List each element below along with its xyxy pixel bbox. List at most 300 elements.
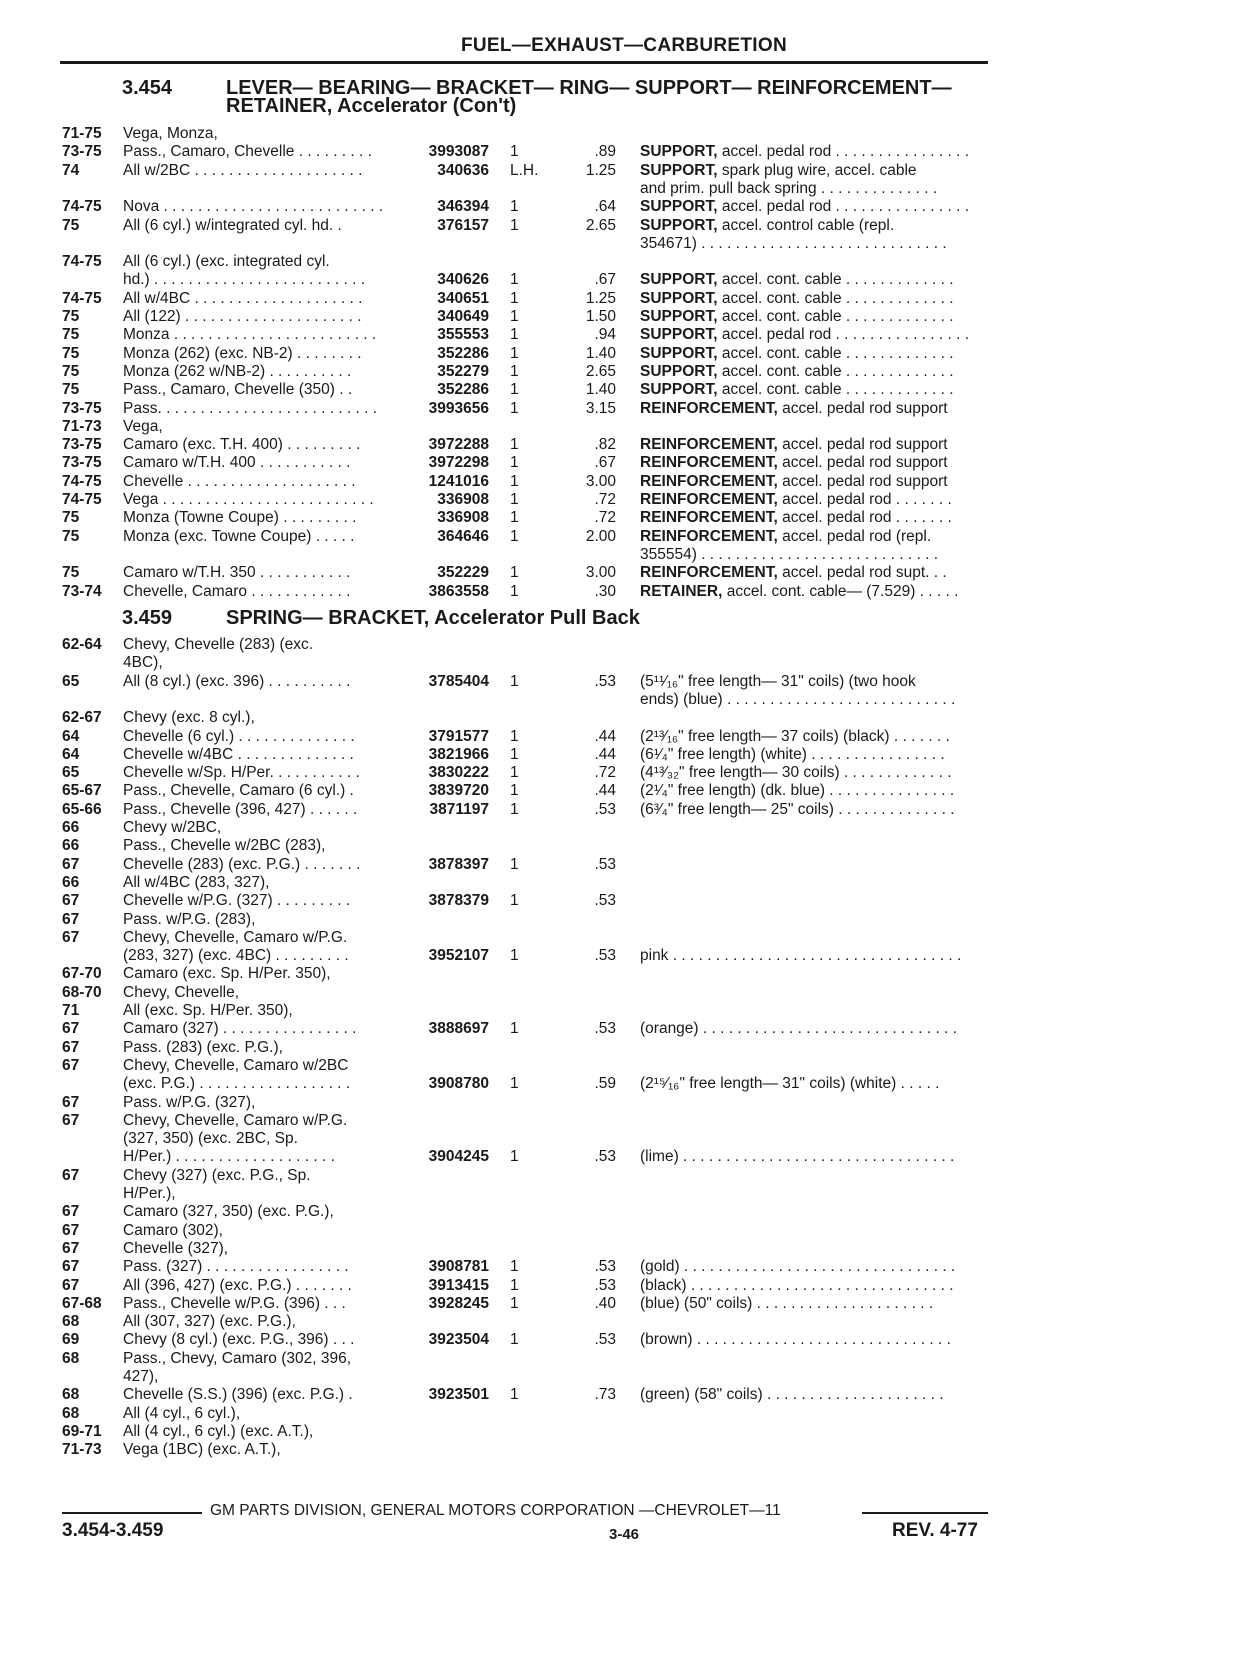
part-name: SUPPORT, [640,308,718,325]
table-row [0,399,1248,418]
model-years: 71-75 [62,125,102,142]
part-number: 3785404 [428,672,489,690]
table-row [0,545,1248,564]
description [640,508,996,527]
description [640,472,996,491]
part-name: SUPPORT, [640,198,718,216]
table-row [0,216,1248,235]
description-text: (4¹³⁄₃₂" free length— 30 coils) . . . . . . . . . . . . . [640,764,952,782]
quantity: 1 [510,527,519,545]
application: All (4 cyl., 6 cyl.), [123,1404,241,1422]
page-header-title: FUEL—EXHAUST—CARBURETION [461,35,787,56]
header-rule [60,61,988,64]
description [640,435,996,454]
application: Chevy, Chevelle, Camaro w/P.G. [123,928,348,946]
application: Chevelle (327), [123,1239,229,1257]
model-years: 75 [62,509,80,527]
table-row [0,582,1248,601]
model-years: 68 [62,1386,80,1404]
quantity: 1 [510,1148,519,1166]
table-row [0,1166,1248,1185]
part-name: REINFORCEMENT, [640,491,778,508]
model-years: 71-73 [62,417,102,435]
quantity: 1 [510,1020,519,1038]
price: .82 [594,436,616,454]
model-years: 64 [62,727,80,745]
application: Chevelle w/Sp. H/Per. . . . . . . . . . . [123,764,360,782]
model-years: 75 [62,527,80,545]
part-name: REINFORCEMENT, [640,399,778,417]
quantity: 1 [510,344,519,362]
application: Chevy (exc. 8 cyl.), [123,709,255,727]
model-years: 71-73 [62,1441,102,1459]
description [640,142,996,161]
price: 1.40 [585,344,616,362]
quantity: 1 [510,764,519,782]
part-name: RETAINER, [640,582,723,600]
table-row [0,1422,1248,1441]
table-row [0,234,1248,253]
price: .67 [594,271,616,289]
quantity: 1 [510,564,519,582]
model-years: 75 [62,326,80,344]
table-row [0,1093,1248,1112]
price: .53 [594,947,616,965]
table-row [0,380,1248,399]
model-years: 73-75 [62,399,102,417]
application: 427), [123,1368,159,1385]
quantity: 1 [510,1258,519,1276]
table-row [0,745,1248,764]
application: Monza . . . . . . . . . . . . . . . . . . . . . . . . [123,326,377,344]
model-years: 75 [62,564,80,582]
application: Camaro (327, 350) (exc. P.G.), [123,1203,334,1221]
application: Chevelle (283) (exc. P.G.) . . . . . . . [123,855,361,873]
price: .44 [594,745,616,763]
quantity: 1 [510,271,519,289]
model-years: 74-75 [62,491,102,508]
description [640,545,996,564]
table-row [0,873,1248,892]
application: Camaro (exc. Sp. H/Per. 350), [123,965,331,983]
description [640,380,996,399]
description [640,800,996,819]
table-row [0,653,1248,672]
application: All (122) . . . . . . . . . . . . . . . . . . . . . [123,308,362,325]
description-text: (6¹⁄₄" free length) (white) . . . . . . . . . . . . . . . . [640,745,945,763]
part-name: REINFORCEMENT, [640,472,778,490]
model-years: 74-75 [62,253,102,271]
model-years: 65-66 [62,800,102,818]
part-name: SUPPORT, [640,362,718,380]
part-name: REINFORCEMENT, [640,564,778,582]
part-name: REINFORCEMENT, [640,509,778,527]
table-row [0,672,1248,691]
part-number: 3791577 [428,727,489,745]
part-number: 376157 [437,216,489,234]
application: Chevelle (6 cyl.) . . . . . . . . . . . . . . [123,727,355,745]
table-row [0,910,1248,929]
application: Pass., Camaro, Chevelle (350) . . [123,381,353,399]
part-number: 340636 [437,161,489,179]
quantity: 1 [510,143,519,161]
model-years: 75 [62,381,80,399]
application: All (307, 327) (exc. P.G.), [123,1313,296,1331]
quantity: 1 [510,216,519,234]
application: Chevelle, Camaro . . . . . . . . . . . . [123,582,351,600]
table-row [0,453,1248,472]
part-number: 3839720 [428,782,489,800]
application: H/Per.), [123,1185,176,1202]
price: .72 [594,491,616,508]
model-years: 75 [62,308,80,325]
application: Vega (1BC) (exc. A.T.), [123,1441,281,1459]
section-number: 3.454 [122,77,173,99]
price: 1.25 [585,289,616,307]
part-number: 346394 [437,198,489,216]
part-name: SUPPORT, [640,381,718,399]
model-years: 71 [62,1002,80,1019]
table-row [0,727,1248,746]
model-years: 62-67 [62,709,102,727]
price: .94 [594,326,616,344]
table-row [0,1349,1248,1368]
application: Chevy (8 cyl.) (exc. P.G., 396) . . . [123,1331,355,1349]
application: Pass., Chevelle w/P.G. (396) . . . [123,1294,346,1312]
description [640,781,996,800]
model-years: 74-75 [62,198,102,216]
part-number: 3993656 [428,399,489,417]
quantity: 1 [510,727,519,745]
table-row [0,344,1248,363]
part-number: 364646 [437,527,489,545]
application: Pass., Chevelle w/2BC (283), [123,837,326,855]
description-text: accel. control cable (repl. [717,216,895,234]
model-years: 67 [62,1276,80,1294]
application: Monza (Towne Coupe) . . . . . . . . . [123,509,357,527]
application: Camaro w/T.H. 400 . . . . . . . . . . . [123,454,351,472]
table-row [0,1294,1248,1313]
application: Pass., Chevelle, Camaro (6 cyl.) . [123,782,354,800]
application: Chevelle w/P.G. (327) . . . . . . . . . [123,892,351,910]
table-row [0,800,1248,819]
model-years: 73-74 [62,582,102,600]
table-row [0,435,1248,454]
table-row [0,307,1248,326]
footer-section-range: 3.454-3.459 [62,1520,164,1541]
quantity: 1 [510,509,519,527]
model-years: 73-75 [62,143,102,161]
table-row [0,1385,1248,1404]
table-row [0,708,1248,727]
table-row [0,1056,1248,1075]
part-number: 355553 [437,326,489,344]
part-number: 352279 [437,362,489,380]
application: Vega, Monza, [123,125,218,142]
price: 2.00 [585,527,616,545]
table-row [0,946,1248,965]
part-number: 3913415 [428,1276,489,1294]
description-text: accel. pedal rod support [777,454,948,472]
table-row [0,1184,1248,1203]
application: Chevy w/2BC, [123,819,222,836]
price: .53 [594,1148,616,1166]
description-text: (2¹⁄₄" free length) (dk. blue) . . . . . . . . . . . . . . . [640,782,955,800]
application: All (6 cyl.) (exc. integrated cyl. [123,253,330,271]
description-text: (6³⁄₄" free length— 25" coils) . . . . . . . . . . . . . . [640,800,955,818]
part-number: 3878397 [428,855,489,873]
model-years: 67-70 [62,965,102,983]
table-row [0,527,1248,546]
table-row [0,1001,1248,1020]
application: Camaro (302), [123,1221,223,1239]
table-row [0,289,1248,308]
table-row [0,179,1248,198]
quantity: 1 [510,1075,519,1093]
model-years: 64 [62,745,80,763]
application: Vega . . . . . . . . . . . . . . . . . . . . . . . . . [123,491,374,508]
price: .40 [594,1294,616,1312]
quantity: 1 [510,308,519,325]
quantity: 1 [510,399,519,417]
price: .73 [594,1386,616,1404]
description [640,362,996,381]
part-number: 3972288 [428,436,489,454]
section-title-line1: LEVER— BEARING— BRACKET— RING— SUPPORT— REINFORCEMENT— [226,77,952,99]
price: .89 [594,143,616,161]
part-number: 3878379 [428,892,489,910]
table-row [0,1330,1248,1349]
application: Camaro w/T.H. 350 . . . . . . . . . . . [123,564,351,582]
quantity: 1 [510,582,519,600]
table-row [0,490,1248,509]
model-years: 69-71 [62,1422,102,1440]
application: Monza (262 w/NB-2) . . . . . . . . . . [123,362,352,380]
part-name: REINFORCEMENT, [640,527,778,545]
model-years: 65 [62,672,80,690]
quantity: 1 [510,491,519,508]
quantity: 1 [510,800,519,818]
description-text: accel. cont. cable . . . . . . . . . . . . . [717,344,954,362]
application: Chevelle . . . . . . . . . . . . . . . . . . . . [123,472,356,490]
table-row [0,1019,1248,1038]
model-years: 67 [62,1258,80,1276]
price: 2.65 [585,362,616,380]
application: Camaro (exc. T.H. 400) . . . . . . . . . [123,436,361,454]
application: Pass., Chevelle (396, 427) . . . . . . [123,800,358,818]
model-years: 74 [62,161,80,179]
price: .64 [594,198,616,216]
description-text: accel. cont. cable . . . . . . . . . . . . . [717,362,954,380]
application: Pass. . . . . . . . . . . . . . . . . . . . . . . . . . [123,399,378,417]
table-row [0,142,1248,161]
quantity: L.H. [510,161,539,179]
table-row [0,270,1248,289]
table-row [0,417,1248,436]
model-years: 75 [62,344,80,362]
application: All (4 cyl., 6 cyl.) (exc. A.T.), [123,1422,314,1440]
quantity: 1 [510,892,519,910]
price: .30 [594,582,616,600]
application: Pass. w/P.G. (327), [123,1093,256,1111]
description [640,216,996,235]
description [640,763,996,782]
price: 1.25 [585,161,616,179]
application: Chevy (327) (exc. P.G., Sp. [123,1166,311,1184]
application: All w/4BC . . . . . . . . . . . . . . . . . . . . [123,289,363,307]
model-years: 66 [62,819,80,836]
model-years: 73-75 [62,436,102,454]
description-text: (orange) . . . . . . . . . . . . . . . . . . . . . . . . . . . . . . [640,1020,957,1038]
price: 1.50 [585,308,616,325]
description-text: (green) (58" coils) . . . . . . . . . . . . . . . . . . . . . [640,1386,944,1404]
description-text: 354671) . . . . . . . . . . . . . . . . . . . . . . . . . . . . . [640,234,947,252]
footer-page-number: 3-46 [608,1526,640,1543]
application: Pass., Chevy, Camaro (302, 396, [123,1349,352,1367]
description-text: (2¹⁵⁄₁₆" free length— 31" coils) (white) . . . . . [640,1075,940,1093]
price: 1.40 [585,381,616,399]
description-text: accel. cont. cable . . . . . . . . . . . . . [717,289,954,307]
model-years: 65-67 [62,782,102,800]
description-text: accel. pedal rod . . . . . . . . . . . . . . . . [717,326,970,344]
application: hd.) . . . . . . . . . . . . . . . . . . . . . . . . . [123,271,366,289]
table-row [0,197,1248,216]
table-row [0,1367,1248,1386]
table-row [0,1276,1248,1295]
price: .53 [594,1020,616,1038]
quantity: 1 [510,672,519,690]
description-text: accel. pedal rod support [777,436,948,454]
description-text: ends) (blue) . . . . . . . . . . . . . . . . . . . . . . . . . . . [640,690,956,708]
table-row [0,781,1248,800]
quantity: 1 [510,472,519,490]
quantity: 1 [510,198,519,216]
table-row [0,855,1248,874]
description [640,399,996,418]
section-title-line2: RETAINER, Accelerator (Con't) [226,95,517,117]
footer-rule-right [862,1512,988,1514]
description [640,690,996,709]
description [640,1385,996,1404]
description-text: (5¹¹⁄₁₆" free length— 31" coils) (two hook [640,672,916,690]
quantity: 1 [510,782,519,800]
quantity: 1 [510,745,519,763]
model-years: 75 [62,216,80,234]
description-text: accel. pedal rod . . . . . . . [777,509,952,527]
description [640,672,996,691]
model-years: 74-75 [62,289,102,307]
description [640,1147,996,1166]
model-years: 73-75 [62,454,102,472]
table-row [0,161,1248,180]
price: .44 [594,727,616,745]
section-heading-3-459 [0,608,1248,630]
quantity: 1 [510,362,519,380]
table-row [0,563,1248,582]
description-text: accel. pedal rod . . . . . . . [777,491,952,508]
model-years: 66 [62,873,80,891]
part-name: SUPPORT, [640,271,718,289]
application: H/Per.) . . . . . . . . . . . . . . . . . . . [123,1148,335,1166]
model-years: 68 [62,1313,80,1331]
model-years: 67 [62,1056,80,1074]
part-number: 3972298 [428,454,489,472]
table-row [0,1440,1248,1459]
model-years: 67 [62,1221,80,1239]
price: .53 [594,800,616,818]
part-number: 3923501 [428,1386,489,1404]
description-text: accel. pedal rod support [777,399,948,417]
table-row [0,690,1248,709]
description-text: accel. pedal rod supt. . . [777,564,947,582]
application: All w/2BC . . . . . . . . . . . . . . . . . . . . [123,161,363,179]
part-number: 3908780 [428,1075,489,1093]
table-row [0,1239,1248,1258]
table-row [0,836,1248,855]
footer-revision: REV. 4-77 [892,1520,978,1541]
part-number: 3923504 [428,1331,489,1349]
model-years: 69 [62,1331,80,1349]
description [640,1330,996,1349]
description [640,490,996,509]
description-text: accel. pedal rod support [777,472,948,490]
description [640,1294,996,1313]
table-row [0,763,1248,782]
model-years: 67 [62,1203,80,1221]
application: Pass. (327) . . . . . . . . . . . . . . . . . [123,1258,349,1276]
part-name: SUPPORT, [640,326,718,344]
price: 2.65 [585,216,616,234]
model-years: 65 [62,764,80,782]
description-text: accel. pedal rod (repl. [777,527,932,545]
application: All (exc. Sp. H/Per. 350), [123,1002,293,1019]
description [640,197,996,216]
table-row [0,928,1248,947]
table-row [0,1038,1248,1057]
description-text: accel. cont. cable . . . . . . . . . . . . . [717,271,954,289]
description [640,289,996,308]
price: 3.15 [585,399,616,417]
application: Chevelle (S.S.) (396) (exc. P.G.) . [123,1386,353,1404]
description-text: and prim. pull back spring . . . . . . . . . . . . . . [640,179,938,197]
description-text: pink . . . . . . . . . . . . . . . . . . . . . . . . . . . . . . . . . . [640,947,962,965]
description-text: (blue) (50" coils) . . . . . . . . . . . . . . . . . . . . . [640,1294,934,1312]
quantity: 1 [510,1331,519,1349]
part-number: 336908 [437,509,489,527]
table-row [0,891,1248,910]
part-number: 1241016 [428,472,489,490]
application: Pass. (283) (exc. P.G.), [123,1038,283,1056]
part-number: 3908781 [428,1258,489,1276]
description [640,325,996,344]
table-row [0,325,1248,344]
description [640,727,996,746]
application: (283, 327) (exc. 4BC) . . . . . . . . . [123,947,349,965]
description-text: (2¹³⁄₁₆" free length— 37 coils) (black) . . . . . . . [640,727,950,745]
price: .53 [594,892,616,910]
table-row [0,818,1248,837]
model-years: 62-64 [62,636,102,653]
price: .44 [594,782,616,800]
application: Monza (exc. Towne Coupe) . . . . . [123,527,355,545]
model-years: 75 [62,362,80,380]
application: (exc. P.G.) . . . . . . . . . . . . . . . . . . [123,1075,351,1093]
part-number: 340649 [437,308,489,325]
table-row [0,1111,1248,1130]
description [640,234,996,253]
model-years: 67 [62,855,80,873]
part-number: 340651 [437,289,489,307]
